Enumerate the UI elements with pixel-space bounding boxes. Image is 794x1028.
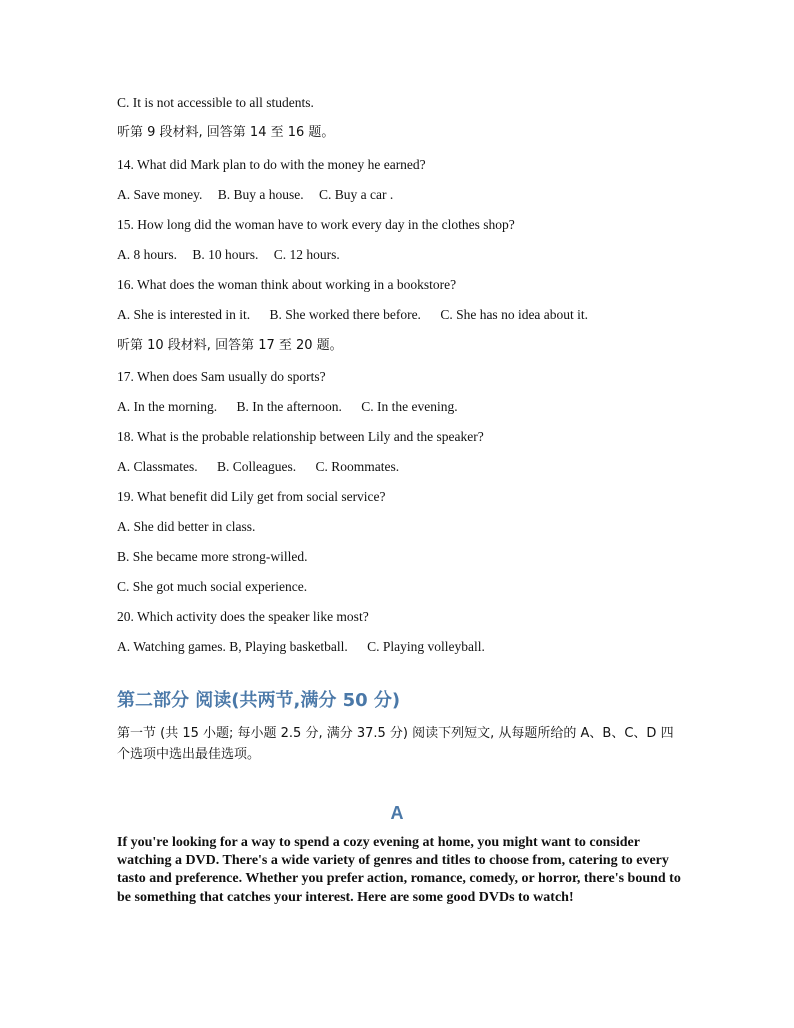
option-15b: B. 10 hours. xyxy=(192,247,259,262)
option-18c: C. Roommates. xyxy=(315,459,400,474)
question-18: 18. What is the probable relationship between Lily and the speaker? xyxy=(117,429,484,444)
option-19c: C. She got much social experience. xyxy=(117,579,308,594)
option-14a: A. Save money. xyxy=(117,187,203,202)
option-14b: B. Buy a house. xyxy=(217,187,304,202)
option-14c: C. Buy a car . xyxy=(318,187,394,202)
option-19a: A. She did better in class. xyxy=(117,519,256,534)
option-17b: B. In the afternoon. xyxy=(236,399,342,414)
section-title: 第二部分 阅读(共两节,满分 50 分) xyxy=(117,690,401,711)
option-15a: A. 8 hours. xyxy=(117,247,177,262)
question-14: 14. What did Mark plan to do with the money he earned? xyxy=(117,157,426,172)
option-18a: A. Classmates. xyxy=(117,459,198,474)
options-14 xyxy=(117,186,393,204)
passage-text: If you're looking for a way to spend a cozy evening at home, you might want to consider watching a DVD. There's a wide variety of genres and titles to choose from, catering to every tasto and preference. Whether you prefer action, romance, comedy, or horror, there's bound to be something that catches your interest. Here are some good DVDs to watch! xyxy=(117,835,681,905)
option-20c: C. Playing volleyball. xyxy=(367,639,485,654)
option-15c: C. 12 hours. xyxy=(273,247,340,262)
options-16 xyxy=(117,306,588,324)
options-17 xyxy=(117,398,458,416)
question-17: 17. When does Sam usually do sports? xyxy=(117,369,326,384)
material-10-instruction: 听第 10 段材料, 回答第 17 至 20 题。 xyxy=(117,338,343,353)
option-20ab: A. Watching games. B, Playing basketball. xyxy=(117,639,348,654)
question-20: 20. Which activity does the speaker like most? xyxy=(117,609,369,624)
option-16b: B. She worked there before. xyxy=(269,307,421,322)
question-15: 15. How long did the woman have to work every day in the clothes shop? xyxy=(117,217,515,232)
material-9-instruction: 听第 9 段材料, 回答第 14 至 16 题。 xyxy=(117,125,335,140)
question-19: 19. What benefit did Lily get from social service? xyxy=(117,489,386,504)
options-15 xyxy=(117,246,340,264)
option-16a: A. She is interested in it. xyxy=(117,307,251,322)
option-16c: C. She has no idea about it. xyxy=(440,307,589,322)
options-20 xyxy=(117,638,485,656)
passage-letter: A xyxy=(390,803,404,823)
option-13c: C. It is not accessible to all students. xyxy=(117,95,314,110)
option-17a: A. In the morning. xyxy=(117,399,218,414)
option-17c: C. In the evening. xyxy=(361,399,458,414)
option-19b: B. She became more strong-willed. xyxy=(117,549,308,564)
section-intro: 第一节 (共 15 小题; 每小题 2.5 分, 满分 37.5 分) 阅读下列短文, 从每题所给的 A、B、C、D 四个选项中选出最佳选项。 xyxy=(117,726,674,762)
option-18b: B. Colleagues. xyxy=(217,459,297,474)
question-16: 16. What does the woman think about working in a bookstore? xyxy=(117,277,457,292)
options-18 xyxy=(117,458,399,476)
